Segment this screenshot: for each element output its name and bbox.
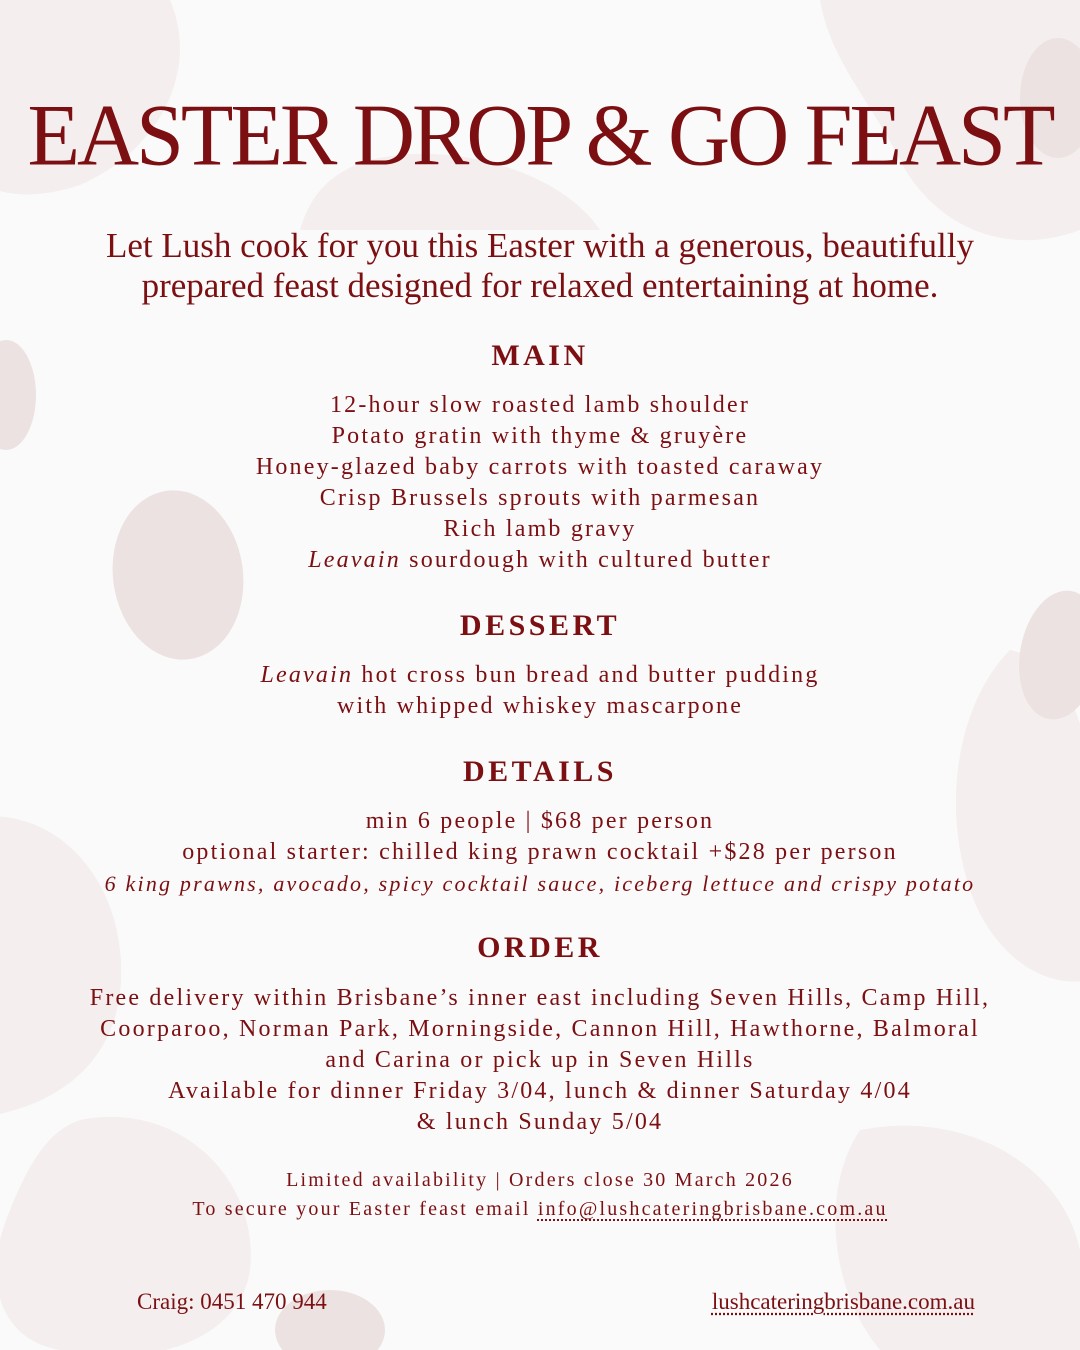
order-line: and Carina or pick up in Seven Hills (325, 1047, 755, 1073)
main-items-list (0, 390, 1080, 576)
order-line: & lunch Sunday 5/04 (416, 1109, 664, 1135)
secure-note (0, 1195, 1080, 1224)
order-line: Free delivery within Brisbane’s inner east including Seven Hills, Camp Hill, (89, 985, 991, 1011)
intro-line: prepared feast designed for relaxed entertaining at home. (141, 266, 939, 305)
details-list (0, 806, 1080, 899)
availability-note: Limited availability | Orders close 30 March 2026 (286, 1169, 794, 1191)
main-heading: MAIN (491, 339, 589, 372)
menu-item-text: hot cross bun bread and butter pudding (353, 662, 820, 688)
menu-item: with whipped whiskey mascarpone (336, 693, 744, 719)
details-heading: DETAILS (463, 755, 617, 788)
intro-line: Let Lush cook for you this Easter with a generous, beautifully (106, 226, 974, 265)
website-link[interactable]: lushcateringbrisbane.com.au (711, 1289, 975, 1314)
brand-name: Leavain (308, 547, 401, 573)
order-line: Available for dinner Friday 3/04, lunch & dinner Saturday 4/04 (168, 1078, 912, 1104)
menu-item (0, 545, 1080, 576)
dessert-items-list (0, 660, 1080, 722)
pricing-line: min 6 people | $68 per person (365, 808, 715, 834)
brand-name: Leavain (260, 662, 354, 688)
menu-item: Honey-glazed baby carrots with toasted caraway (255, 454, 825, 480)
page-title: EASTER DROP & GO FEAST (27, 86, 1053, 184)
secure-note-text: To secure your Easter feast email (192, 1198, 538, 1220)
menu-item (0, 660, 1080, 691)
menu-item: Potato gratin with thyme & gruyère (331, 423, 749, 449)
starter-line: optional starter: chilled king prawn cocktail +$28 per person (182, 839, 898, 865)
menu-item: 12-hour slow roasted lamb shoulder (329, 392, 751, 418)
intro-text (40, 226, 1040, 306)
menu-item: Crisp Brussels sprouts with parmesan (319, 485, 761, 511)
email-link[interactable]: info@lushcateringbrisbane.com.au (537, 1198, 888, 1220)
starter-description: 6 king prawns, avocado, spicy cocktail sauce, iceberg lettuce and crispy potato (104, 871, 976, 896)
order-heading: ORDER (477, 931, 603, 964)
dessert-heading: DESSERT (459, 609, 621, 642)
menu-item-text: sourdough with cultured butter (400, 547, 772, 573)
contact-phone[interactable]: Craig: 0451 470 944 (137, 1289, 327, 1314)
order-line: Coorparoo, Norman Park, Morningside, Cannon Hill, Hawthorne, Balmoral (100, 1016, 980, 1042)
order-details-list (0, 983, 1080, 1138)
menu-item: Rich lamb gravy (443, 516, 637, 542)
